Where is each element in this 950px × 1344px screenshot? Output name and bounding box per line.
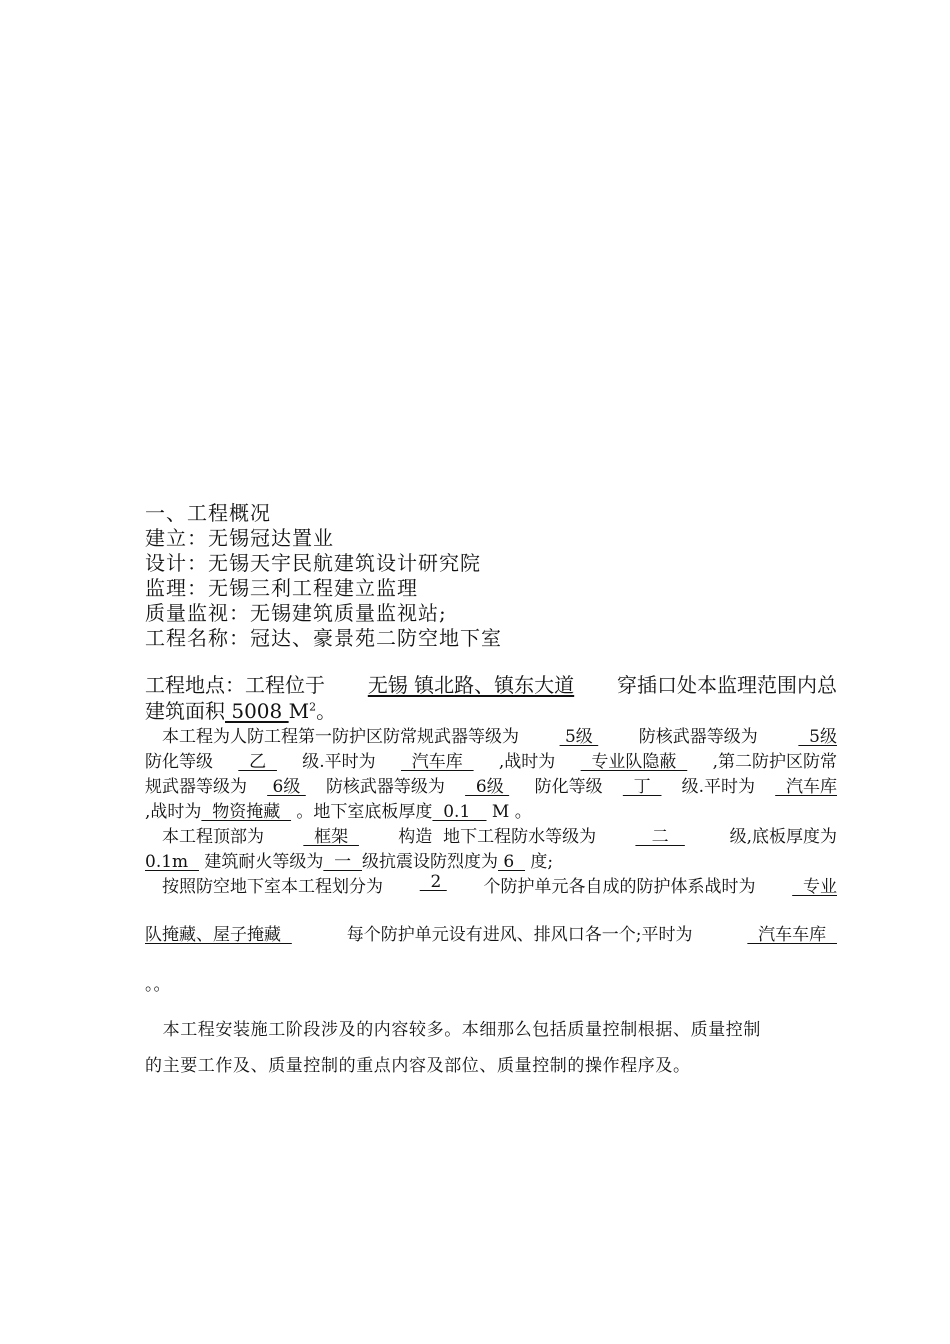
filled-value: 框架: [303, 827, 359, 847]
filled-value: 物资掩藏: [201, 802, 292, 822]
quality-line: 质量监视：无锡建筑质量监视站;: [145, 601, 447, 625]
filled-value: 二: [635, 827, 685, 847]
text-segment: M 。: [486, 802, 532, 822]
filled-value: 乙: [238, 752, 277, 772]
text-segment: 防核武器等级为: [325, 777, 445, 797]
text-segment: 防核武器等级为: [638, 727, 758, 747]
designer-line: 设计：无锡天宇民航建筑设计研究院: [145, 551, 481, 575]
text-segment: 级.平时为: [681, 777, 756, 797]
filled-value: 队掩藏、屋子掩藏: [145, 925, 292, 945]
text-segment: 规武器等级为: [145, 777, 247, 797]
area-label: 建筑面积: [145, 699, 225, 723]
para1-line-3: [145, 772, 837, 797]
location-line-1: [145, 669, 837, 698]
text-segment: 级,底板厚度为: [724, 827, 837, 847]
text-segment: 按照防空地下室本工程划分为: [145, 877, 383, 897]
para3-line-2: [145, 920, 837, 945]
filled-value: 专业队隐蔽: [580, 752, 688, 772]
para1-line-2: [145, 747, 837, 772]
filled-value: 2: [419, 872, 447, 892]
filled-value: 6级: [267, 777, 306, 797]
filled-value: 6级: [465, 777, 510, 797]
filled-value: 专业: [792, 877, 837, 897]
para1-line-1: [145, 722, 837, 747]
filled-value: 汽车库: [775, 777, 837, 797]
text-segment: ,战时为: [498, 752, 556, 772]
filled-value: 一: [323, 852, 362, 872]
text-segment: ,战时为: [145, 802, 202, 822]
filled-value: 0.1: [432, 802, 487, 822]
text-segment: 构造 地下工程防水等级为: [398, 827, 597, 847]
text-segment: 度;: [525, 852, 554, 872]
para4-line-1: 本工程安装施工阶段涉及的内容较多。本细那么包括质量控制根据、质量控制: [145, 1020, 761, 1040]
filled-value: 汽车车库: [747, 925, 837, 945]
text-segment: 每个防护单元设有进风、排风口各一个;平时为: [346, 925, 693, 945]
area-unit-exponent: 2: [309, 700, 317, 714]
para2-line-1: [145, 822, 837, 847]
para2-line-2: [145, 847, 553, 872]
text-segment: 个防护单元各自成的防护体系战时为: [483, 877, 756, 897]
text-segment: 本工程顶部为: [145, 827, 264, 847]
builder-line: 建立：无锡冠达置业: [145, 526, 334, 550]
section-title: 一、工程概况: [145, 501, 271, 525]
text-segment: ,第二防护区防常: [712, 752, 837, 772]
filled-value: 0.1m: [145, 852, 199, 872]
para3-line-3: 。。: [145, 975, 171, 995]
location-label: 工程地点：工程位于: [145, 673, 325, 697]
para1-line-4: [145, 797, 532, 822]
area-end: 。: [316, 699, 337, 723]
project-name-line: 工程名称：冠达、豪景苑二防空地下室: [145, 626, 502, 650]
area-unit: M: [288, 699, 310, 723]
area-value: 5008: [225, 699, 289, 723]
location-line-2: [145, 695, 336, 724]
supervisor-line: 监理：无锡三利工程建立监理: [145, 576, 418, 600]
para4-line-2: 的主要工作及、质量控制的重点内容及部位、质量控制的操作程序及。: [145, 1056, 691, 1076]
text-segment: 级.平时为: [302, 752, 376, 772]
filled-value: 丁: [622, 777, 662, 797]
filled-value: 6: [498, 852, 526, 872]
location-scope: 穿插口处本监理范围内总: [616, 673, 837, 697]
text-segment: 防化等级: [529, 777, 603, 797]
location-value: 无锡 镇北路、镇东大道: [367, 673, 575, 697]
filled-value: 5级: [559, 727, 599, 747]
text-segment: 防化等级: [145, 752, 213, 772]
para3-line-1: [145, 872, 837, 897]
text-segment: 。地下室底板厚度: [291, 802, 433, 822]
text-segment: 本工程为人防工程第一防护区防常规武器等级为: [145, 727, 519, 747]
text-segment: 建筑耐火等级为: [198, 852, 324, 872]
filled-value: 5级: [798, 727, 837, 747]
text-segment: 级抗震设防烈度为: [362, 852, 498, 872]
filled-value: 汽车库: [400, 752, 474, 772]
